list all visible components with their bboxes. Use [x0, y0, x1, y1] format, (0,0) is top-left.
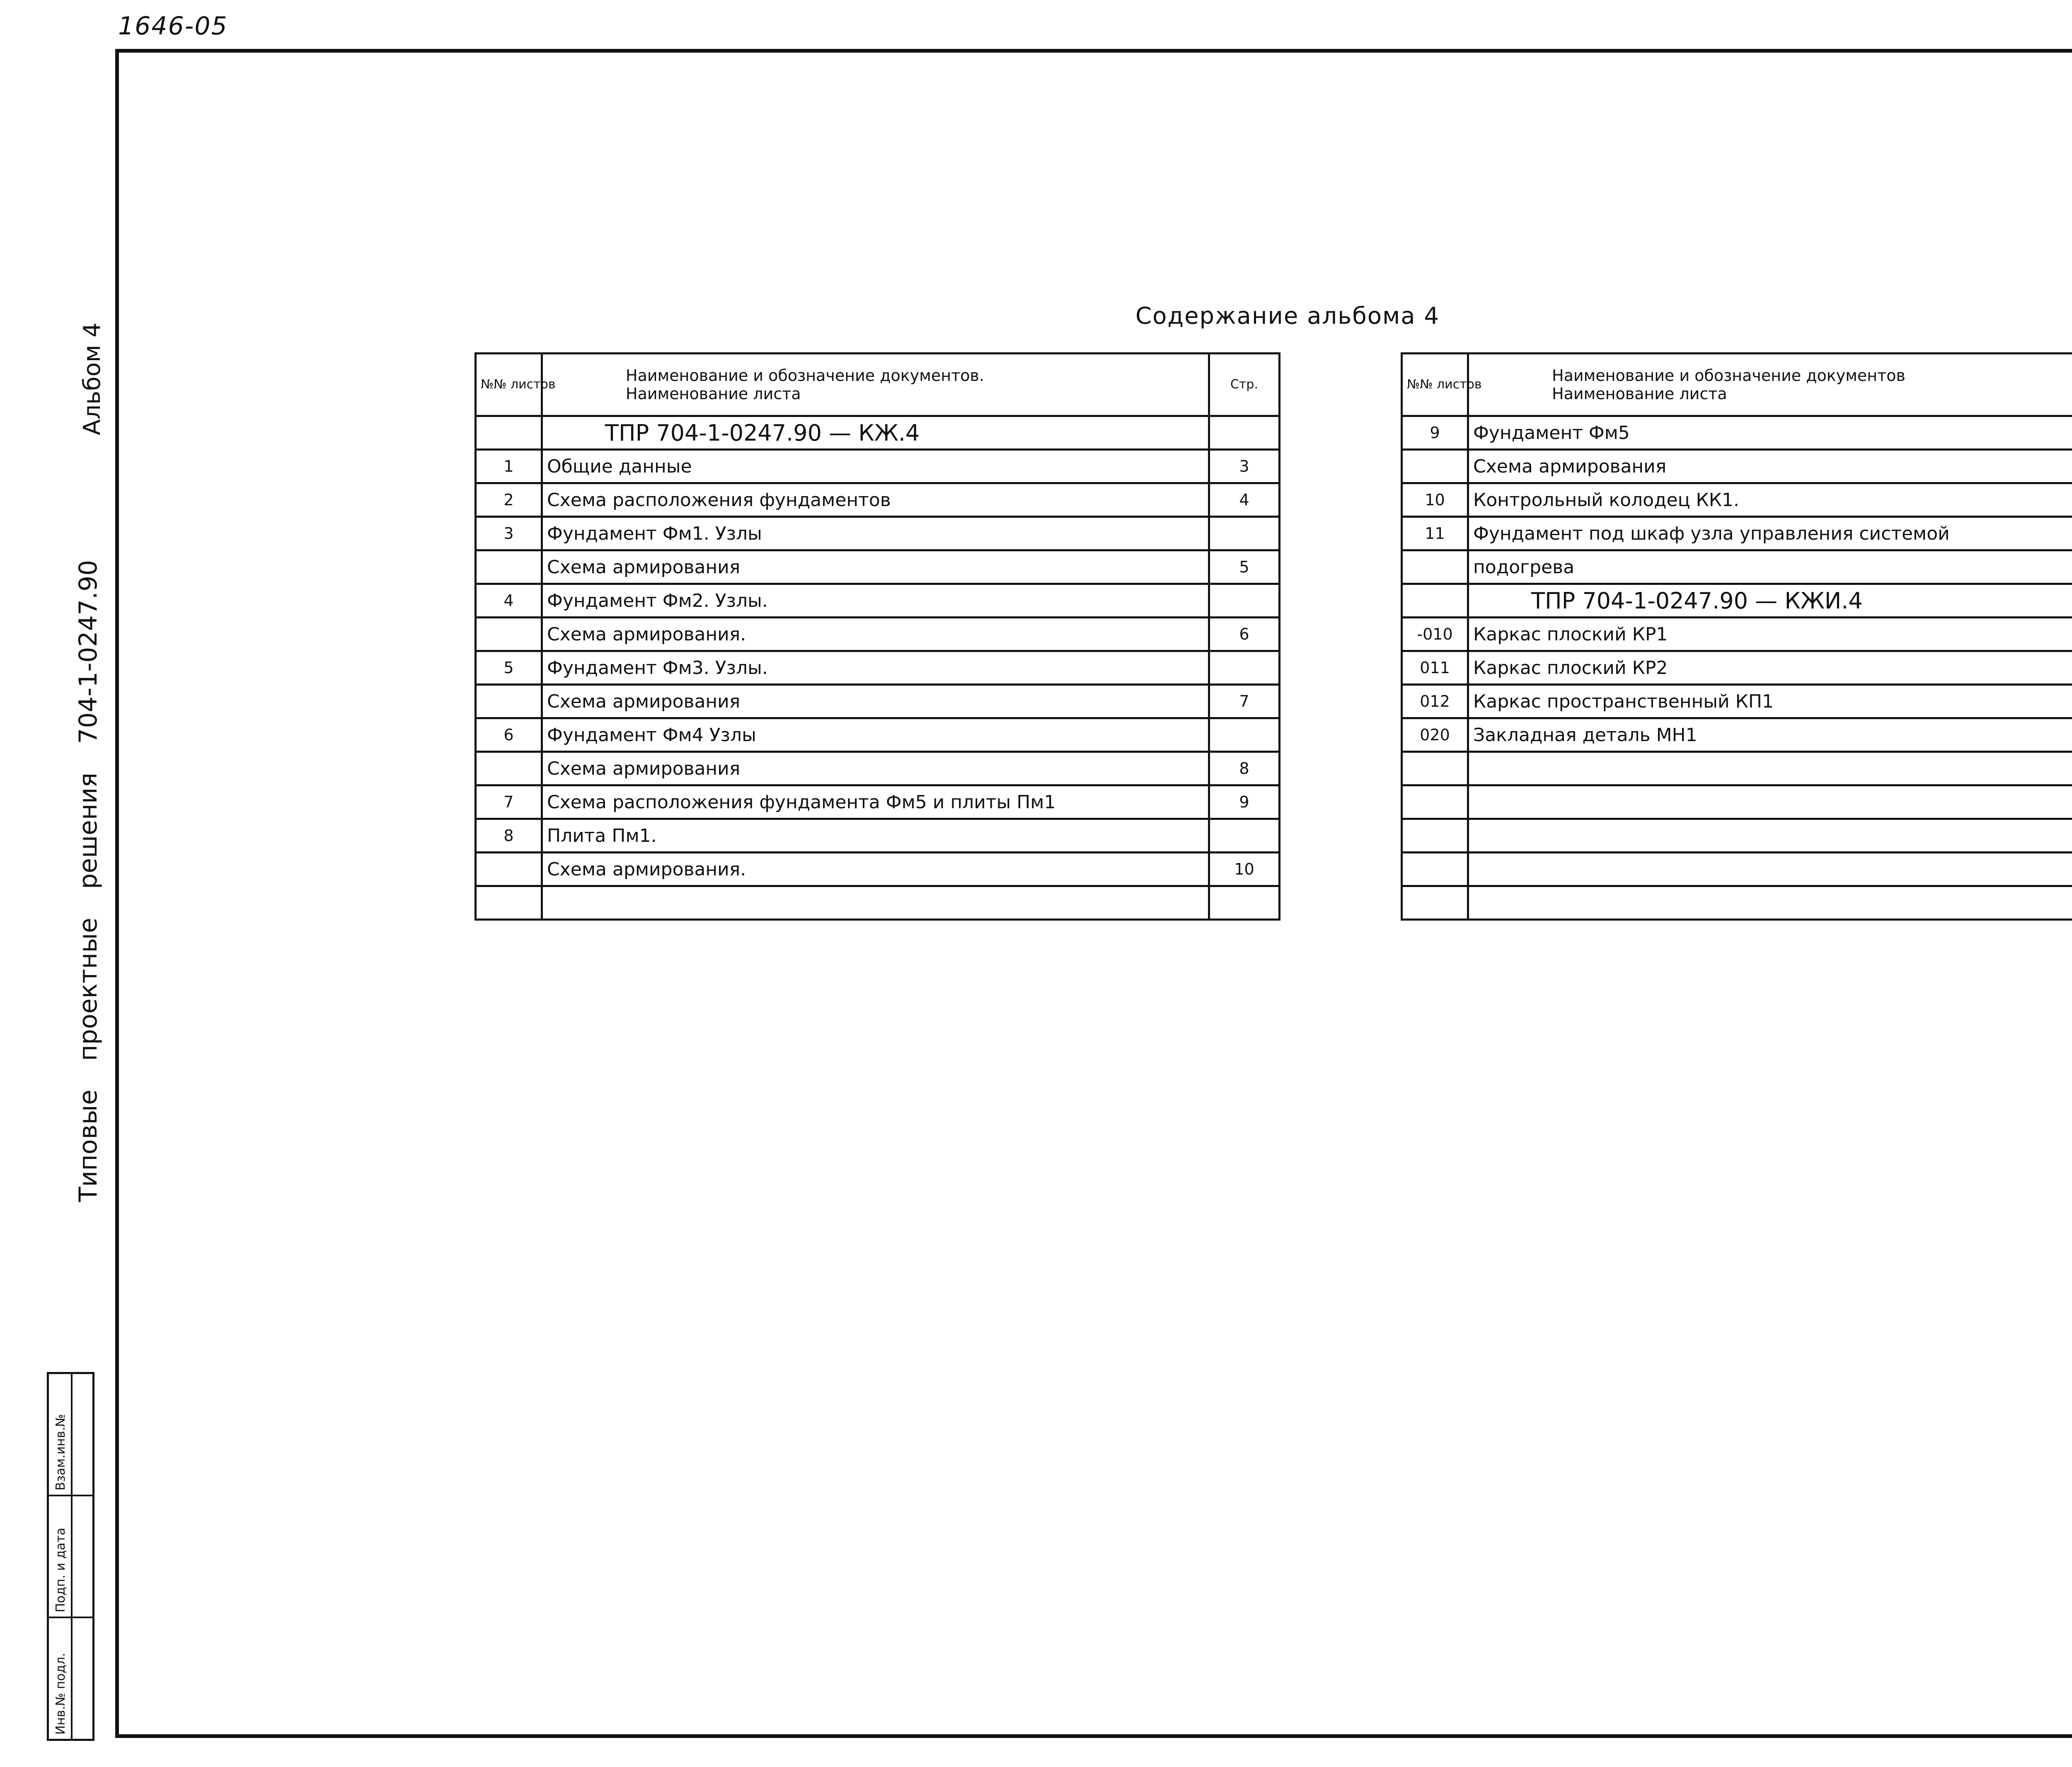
- table-row: [476, 886, 1280, 920]
- cell-num: 012: [1402, 685, 1468, 718]
- cell-name: Закладная деталь МН1: [1468, 718, 2072, 752]
- table-row: [1402, 584, 2072, 618]
- cell-page: [1209, 517, 1280, 550]
- table-row: [1402, 483, 2072, 517]
- cell-num: [1402, 886, 1468, 920]
- series-label: Типовые проектные решения 704-1-0247.90: [74, 560, 103, 1202]
- cell-num: [476, 853, 542, 886]
- cell-num: 10: [1402, 483, 1468, 517]
- table-row: [1402, 517, 2072, 550]
- cell-name: Фундамент Фм2. Узлы.: [542, 584, 1209, 618]
- cell-name: Общие данные: [542, 450, 1209, 483]
- cell-page: 10: [1209, 853, 1280, 886]
- table-row: [476, 584, 1280, 618]
- cell-name: ТПР 704-1-0247.90 — КЖИ.4: [1468, 584, 2072, 618]
- cell-page: [1209, 651, 1280, 685]
- album-label: Альбом 4: [79, 322, 106, 435]
- table-row: [476, 618, 1280, 651]
- cell-num: [476, 550, 542, 584]
- cell-num: 7: [476, 785, 542, 819]
- contents-table-left: [474, 352, 1280, 921]
- cell-num: 8: [476, 819, 542, 853]
- cell-num: 011: [1402, 651, 1468, 685]
- cell-num: [1402, 785, 1468, 819]
- cell-page: 9: [1209, 785, 1280, 819]
- cell-name: [1468, 853, 2072, 886]
- cell-num: 5: [476, 651, 542, 685]
- header-name: Наименование и обозначение документов Наименование листа: [1468, 354, 2072, 416]
- cell-name: ТПР 704-1-0247.90 — КЖ.4: [542, 416, 1209, 450]
- cell-num: [476, 886, 542, 920]
- stamp-cell-inventory: Инв.№ подл.: [49, 1618, 92, 1739]
- cell-name: подогрева: [1468, 550, 2072, 584]
- table-row: [1402, 853, 2072, 886]
- table-row: [476, 785, 1280, 819]
- cell-num: [1402, 853, 1468, 886]
- cell-name: Схема расположения фундаментов: [542, 483, 1209, 517]
- cell-page: [1209, 584, 1280, 618]
- cell-name: Схема расположения фундамента Фм5 и плиты Пм1: [542, 785, 1209, 819]
- cell-name: Фундамент Фм1. Узлы: [542, 517, 1209, 550]
- cell-num: 4: [476, 584, 542, 618]
- header-name: Наименование и обозначение документов. Наименование листа: [542, 354, 1209, 416]
- table-row: [476, 685, 1280, 718]
- table-row: [1402, 785, 2072, 819]
- cell-name: Каркас пространственный КП1: [1468, 685, 2072, 718]
- cell-name: Схема армирования: [542, 752, 1209, 785]
- cell-num: [476, 752, 542, 785]
- table-row: [476, 651, 1280, 685]
- cell-num: [1402, 584, 1468, 618]
- cell-num: [476, 618, 542, 651]
- cell-page: [1209, 819, 1280, 853]
- cell-name: Фундамент Фм4 Узлы: [542, 718, 1209, 752]
- cell-num: 3: [476, 517, 542, 550]
- header-page: Стр.: [1209, 354, 1280, 416]
- cell-page: 3: [1209, 450, 1280, 483]
- cell-num: 020: [1402, 718, 1468, 752]
- cell-name: Каркас плоский КР1: [1468, 618, 2072, 651]
- document-code: 1646-05: [118, 12, 228, 41]
- table-row: [1402, 651, 2072, 685]
- cell-name: Схема армирования: [542, 550, 1209, 584]
- cell-num: 11: [1402, 517, 1468, 550]
- cell-page: 6: [1209, 618, 1280, 651]
- cell-num: -010: [1402, 618, 1468, 651]
- table-row: [1402, 450, 2072, 483]
- cell-num: 2: [476, 483, 542, 517]
- cell-name: [1468, 886, 2072, 920]
- cell-page: [1209, 416, 1280, 450]
- cell-num: [476, 416, 542, 450]
- cell-page: [1209, 886, 1280, 920]
- cell-num: 9: [1402, 416, 1468, 450]
- cell-num: [1402, 550, 1468, 584]
- table-row: [476, 550, 1280, 584]
- table-row: [476, 853, 1280, 886]
- stamp-cell-signature: Подп. и дата: [49, 1496, 92, 1619]
- cell-page: 4: [1209, 483, 1280, 517]
- cell-name: [1468, 819, 2072, 853]
- table-row: [476, 718, 1280, 752]
- table-row: [1402, 819, 2072, 853]
- cell-num: [1402, 752, 1468, 785]
- cell-name: Контрольный колодец КК1.: [1468, 483, 2072, 517]
- table-row: [476, 517, 1280, 550]
- table-row: [476, 416, 1280, 450]
- approval-stamp: [47, 1372, 94, 1741]
- table-row: [1402, 550, 2072, 584]
- cell-page: [1209, 718, 1280, 752]
- stamp-cell-replacement: Взам.инв.№: [49, 1374, 92, 1496]
- table-row: [1402, 685, 2072, 718]
- table-row: [1402, 618, 2072, 651]
- cell-num: [476, 685, 542, 718]
- cell-page: 5: [1209, 550, 1280, 584]
- cell-name: [1468, 752, 2072, 785]
- cell-num: 1: [476, 450, 542, 483]
- cell-name: Фундамент под шкаф узла управления системой: [1468, 517, 2072, 550]
- cell-name: Схема армирования.: [542, 618, 1209, 651]
- table-header: [1402, 354, 2072, 416]
- cell-name: Фундамент Фм5: [1468, 416, 2072, 450]
- table-row: [1402, 752, 2072, 785]
- table-row: [1402, 416, 2072, 450]
- cell-name: Каркас плоский КР2: [1468, 651, 2072, 685]
- page-title: Содержание альбома 4: [1135, 303, 1440, 330]
- header-num: №№ листов: [1402, 354, 1468, 416]
- cell-name: Схема армирования: [1468, 450, 2072, 483]
- contents-table-right: [1401, 352, 2072, 921]
- cell-num: [1402, 450, 1468, 483]
- cell-page: 7: [1209, 685, 1280, 718]
- cell-page: 8: [1209, 752, 1280, 785]
- table-row: [1402, 886, 2072, 920]
- cell-name: [1468, 785, 2072, 819]
- table-header: [476, 354, 1280, 416]
- header-num: №№ листов: [476, 354, 542, 416]
- cell-num: [1402, 819, 1468, 853]
- cell-num: 6: [476, 718, 542, 752]
- cell-name: Схема армирования.: [542, 853, 1209, 886]
- table-row: [476, 483, 1280, 517]
- cell-name: [542, 886, 1209, 920]
- table-row: [476, 752, 1280, 785]
- cell-name: Плита Пм1.: [542, 819, 1209, 853]
- table-row: [476, 819, 1280, 853]
- table-row: [1402, 718, 2072, 752]
- cell-name: Фундамент Фм3. Узлы.: [542, 651, 1209, 685]
- cell-name: Схема армирования: [542, 685, 1209, 718]
- table-row: [476, 450, 1280, 483]
